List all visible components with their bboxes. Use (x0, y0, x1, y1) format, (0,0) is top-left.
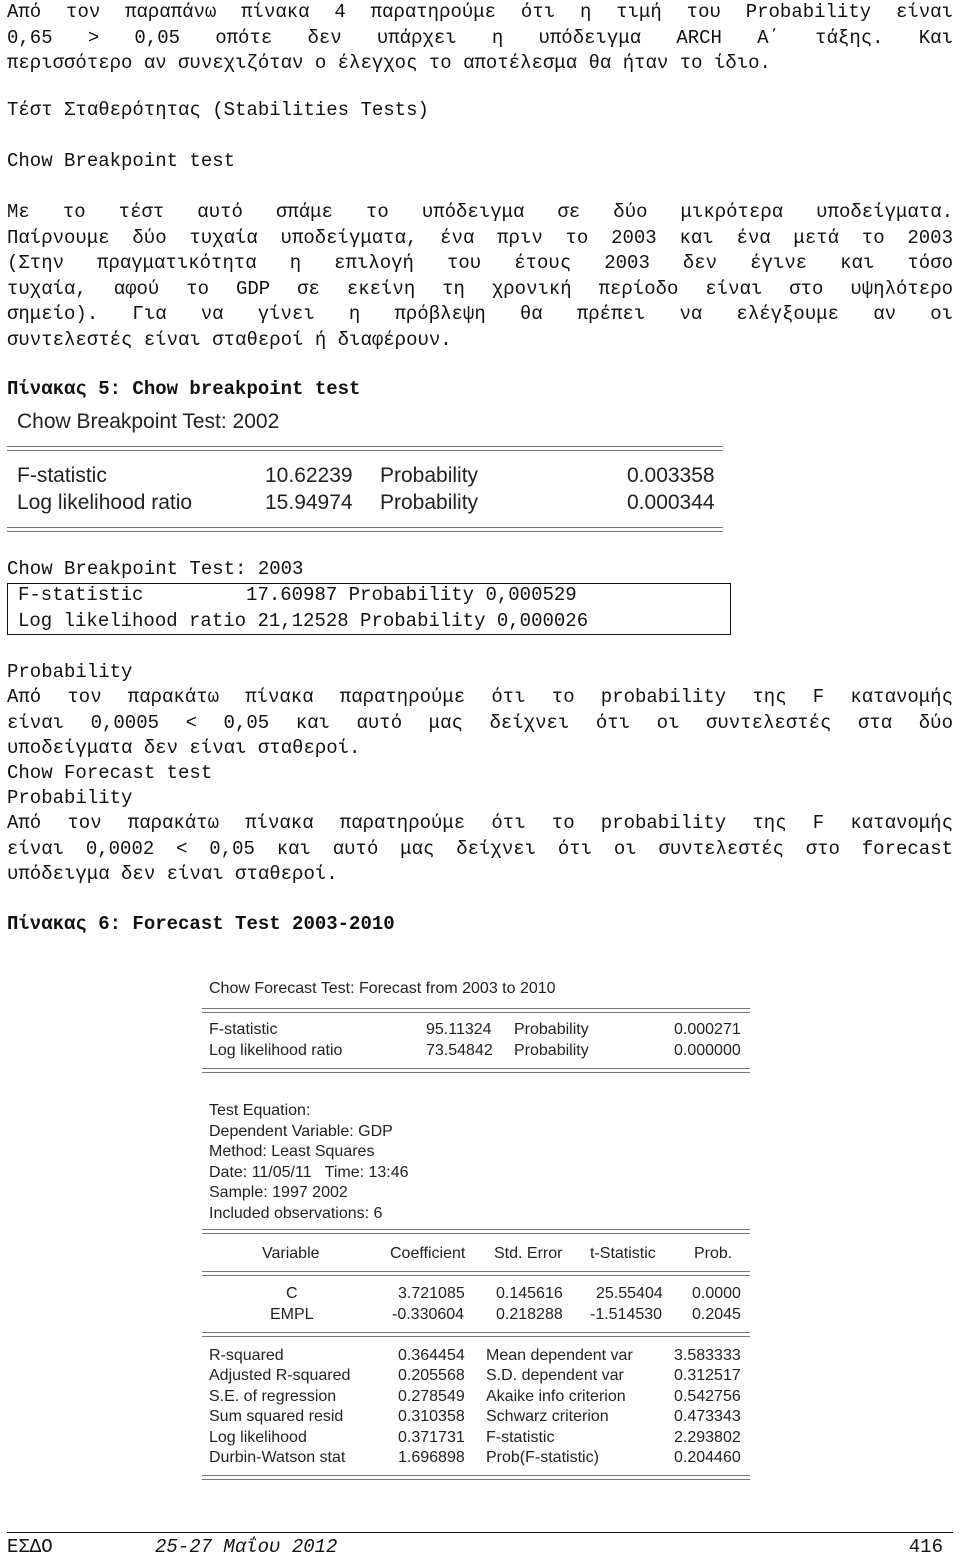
table5-row1-value: 10.62239 (265, 464, 353, 487)
table6-stat1-label: F-statistic (209, 1021, 278, 1038)
summary-row2-label2: S.D. dependent var (486, 1367, 624, 1384)
table5-top-rule (7, 446, 723, 451)
footer-rule (7, 1532, 953, 1533)
prob1-line-1: Από τον παρακάτω πίνακα παρατηρούμε ότι το probability της F κατανομής (7, 686, 953, 708)
table5-bottom-rule (7, 527, 723, 532)
coef-header-prob: Prob. (694, 1245, 733, 1262)
chow-line-6: συντελεστές είναι σταθεροί ή διαφέρουν. (7, 328, 452, 351)
table6-stat1-value: 95.11324 (426, 1021, 492, 1038)
table6-stat1-pvalue: 0.000271 (674, 1021, 741, 1038)
prob2-line-1: Από τον παρακάτω πίνακα παρατηρούμε ότι το probability της F κατανομής (7, 812, 953, 834)
coef-row2-se: 0.218288 (496, 1306, 563, 1323)
coef-row1-p: 0.0000 (692, 1285, 741, 1302)
prob1-paragraph (7, 685, 953, 762)
prob1-line-3: υποδείγματα δεν είναι σταθεροί. (7, 737, 361, 759)
chow2003-rows (18, 583, 728, 634)
prob2-line-3: υπόδειγμα δεν είναι σταθεροί. (7, 863, 338, 885)
summary-row2-label: Adjusted R-squared (209, 1367, 351, 1384)
summary-row1-label2: Mean dependent var (486, 1347, 633, 1364)
footer-left: ΕΣΔΟ (7, 1536, 53, 1558)
summary-row6-value2: 0.204460 (674, 1449, 741, 1466)
summary-row4-label2: Schwarz criterion (486, 1408, 609, 1425)
summary-row6-label2: Prob(F-statistic) (486, 1449, 599, 1466)
table6-rule-2 (202, 1068, 750, 1073)
coef-row2-coef: -0.330604 (392, 1306, 465, 1323)
table6-meta-1: Test Equation: (209, 1102, 311, 1119)
chow2003-title: Chow Breakpoint Test: 2003 (7, 558, 304, 580)
table6-rule-6 (202, 1475, 750, 1480)
chow-line-2: Παίρνουμε δύο τυχαία υποδείγματα, ένα πριν το 2003 και ένα μετά το 2003 (7, 226, 953, 249)
summary-row3-label: S.E. of regression (209, 1388, 337, 1405)
table6-rule-4 (202, 1271, 750, 1276)
forecast-heading: Chow Forecast test (7, 762, 213, 784)
table5-title: Chow Breakpoint Test: 2002 (17, 410, 280, 433)
table5-row1-pvalue: 0.003358 (627, 464, 715, 487)
table6-rule-1 (202, 1008, 750, 1013)
coef-header-stderror: Std. Error (494, 1245, 563, 1262)
coef-header-tstat: t-Statistic (590, 1245, 656, 1262)
chow2003-row-2: Log likelihood ratio 21,12528 Probability 0,000026 (18, 609, 589, 632)
summary-row5-label2: F-statistic (486, 1429, 555, 1446)
table6-screenshot (202, 972, 750, 1480)
coef-row2-t: -1.514530 (590, 1306, 663, 1323)
intro-line-2: 0,65 > 0,05 οπότε δεν υπάρχει η υπόδειγμα ARCH Α΄ τάξης. Και (7, 26, 953, 49)
summary-row6-label: Durbin-Watson stat (209, 1449, 346, 1466)
table5-row1-label: F-statistic (17, 464, 107, 487)
chow-line-4: τυχαία, αφού το GDP σε εκείνη τη χρονική περίοδο είναι στο υψηλότερο (7, 277, 953, 300)
coef-row2-var: EMPL (270, 1306, 314, 1323)
prob1-label: Probability (7, 661, 133, 683)
table5-row2-plabel: Probability (380, 491, 479, 514)
stability-heading: Τέστ Σταθερότητας (Stabilities Tests) (7, 99, 429, 121)
coef-row1-t: 25.55404 (596, 1285, 663, 1302)
summary-row3-value2: 0.542756 (674, 1388, 741, 1405)
table6-stat1-plabel: Probability (514, 1021, 589, 1038)
summary-row3-value: 0.278549 (398, 1388, 465, 1405)
intro-line-3: περισσότερο αν συνεχιζόταν ο έλεγχος το αποτέλεσμα θα ήταν το ίδιο. (7, 52, 771, 74)
chow-line-5: σημείο). Για να γίνει η πρόβλεψη θα πρέπει να ελέγξουμε αν οι (7, 303, 953, 325)
table6-stat2-plabel: Probability (514, 1042, 589, 1059)
table6-stat2-label: Log likelihood ratio (209, 1042, 343, 1059)
chow2003-row-1: F-statistic 17.60987 Probability 0,000529 (18, 584, 577, 606)
table5-row2-value: 15.94974 (265, 491, 353, 514)
coef-header-coefficient: Coefficient (390, 1245, 466, 1262)
table6-stat2-value: 73.54842 (426, 1042, 493, 1059)
coef-header-variable: Variable (262, 1245, 320, 1262)
coef-row2-p: 0.2045 (692, 1306, 741, 1323)
chow-heading: Chow Breakpoint test (7, 150, 236, 172)
table5-screenshot (7, 406, 723, 536)
prob1-line-2: είναι 0,0005 < 0,05 και αυτό μας δείχνει ότι οι συντελεστές στα δύο (7, 711, 953, 734)
table6-meta-5: Sample: 1997 2002 (209, 1184, 348, 1201)
prob2-paragraph (7, 811, 953, 888)
table6-stat2-pvalue: 0.000000 (674, 1042, 741, 1059)
footer-center: 25-27 Μαΐου 2012 (155, 1536, 338, 1558)
summary-row4-label: Sum squared resid (209, 1408, 344, 1425)
table6-meta-4: Date: 11/05/11 Time: 13:46 (209, 1164, 409, 1181)
table6-meta-3: Method: Least Squares (209, 1143, 375, 1160)
summary-row4-value2: 0.473343 (674, 1408, 741, 1425)
summary-row5-value2: 2.293802 (674, 1429, 741, 1446)
table5-row1-plabel: Probability (380, 464, 479, 487)
table6-rule-3 (202, 1229, 750, 1234)
prob2-line-2: είναι 0,0002 < 0,05 και αυτό μας δείχνει ότι οι συντελεστές στο forecast (7, 837, 953, 860)
table6-meta-2: Dependent Variable: GDP (209, 1123, 393, 1140)
table6-caption: Πίνακας 6: Forecast Test 2003-2010 (7, 913, 395, 935)
intro-paragraph (7, 0, 953, 77)
table5-row2-pvalue: 0.000344 (627, 491, 715, 514)
chow-paragraph (7, 200, 953, 353)
summary-row4-value: 0.310358 (398, 1408, 465, 1425)
prob2-label: Probability (7, 787, 133, 809)
summary-row3-label2: Akaike info criterion (486, 1388, 626, 1405)
summary-row2-value: 0.205568 (398, 1367, 465, 1384)
coef-row1-se: 0.145616 (496, 1285, 563, 1302)
table6-rule-5 (202, 1332, 750, 1337)
table5-caption: Πίνακας 5: Chow breakpoint test (7, 378, 361, 400)
summary-row1-label: R-squared (209, 1347, 284, 1364)
summary-row2-value2: 0.312517 (674, 1367, 741, 1384)
coef-row1-var: C (286, 1285, 298, 1302)
summary-row5-value: 0.371731 (398, 1429, 465, 1446)
summary-row5-label: Log likelihood (209, 1429, 307, 1446)
summary-row6-value: 1.696898 (398, 1449, 465, 1466)
summary-row1-value2: 3.583333 (674, 1347, 741, 1364)
table6-meta-6: Included observations: 6 (209, 1205, 383, 1222)
coef-row1-coef: 3.721085 (398, 1285, 465, 1302)
footer-page-number: 416 (908, 1536, 943, 1558)
chow-line-3: (Στην πραγματικότητα η επιλογή του έτους 2003 δεν έγινε και τόσο (7, 252, 953, 274)
chow-line-1: Με το τέστ αυτό σπάμε το υπόδειγμα σε δύο μικρότερα υποδείγματα. (7, 201, 953, 223)
table5-row2-label: Log likelihood ratio (17, 491, 193, 514)
intro-line-1: Από τον παραπάνω πίνακα 4 παρατηρούμε ότι η τιμή του Probability είναι (7, 1, 953, 23)
table6-title: Chow Forecast Test: Forecast from 2003 to 2010 (209, 980, 556, 997)
summary-row1-value: 0.364454 (398, 1347, 465, 1364)
